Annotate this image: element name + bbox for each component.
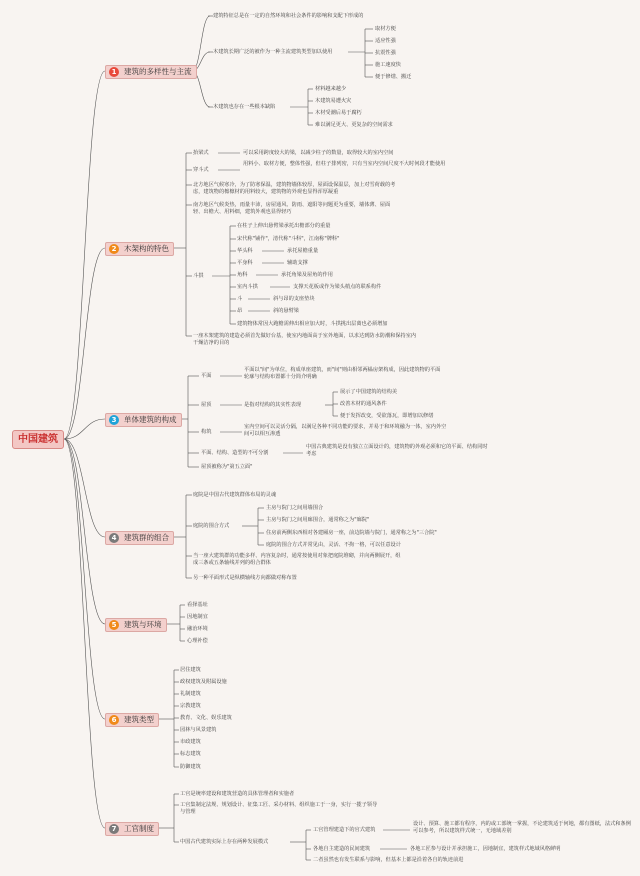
c7-mode-1: 工官管理建造下的官式建筑 bbox=[313, 827, 376, 833]
c7-mode-2-note: 各地工匠参与设计并承担施工，因地制宜，建筑样式地域风格鲜明 bbox=[410, 846, 561, 852]
c7-mode-1-note: 设计、预算、施工都有程序，内的或工部统一掌握，不论建筑适于何地，都有图纸，法式和条例可以参考，所以建筑样式统一，无地域差别 bbox=[413, 821, 631, 834]
c2-dougong-item: 在柱子上伸出悬臂梁承托出檐部分的重量 bbox=[237, 223, 331, 229]
c2-liang-label: 抬梁式 bbox=[193, 150, 209, 156]
c5-item: 融治环境 bbox=[187, 626, 208, 632]
c3-taiji-text: 屋顶被称为"第五立面" bbox=[201, 464, 253, 470]
c4-combo-item: 庭院的围合方式并常见由，灵活、不拘一格，可以任意设计 bbox=[266, 542, 401, 548]
c3-struct-label: 构筑 bbox=[201, 429, 212, 435]
c2-dougong-note: 支撑天花板或作为梁头梢点的联系构件 bbox=[293, 284, 382, 290]
c5-item: 心理补偿 bbox=[187, 638, 208, 644]
c5-item: 因地制宜 bbox=[187, 614, 208, 620]
c1-c-item: 材料越来越少 bbox=[315, 86, 347, 92]
category-number-badge: 5 bbox=[109, 620, 119, 630]
c1-text-c: 木建筑也存在一些根本缺陷 bbox=[213, 104, 276, 110]
c2-dougong-note: 承托屋檐重量 bbox=[287, 248, 319, 254]
c2-dougong-item: 平身科 bbox=[237, 260, 253, 266]
c2-dougong-note: 斜与昂的支座垫块 bbox=[273, 296, 315, 302]
category-7 bbox=[105, 822, 159, 836]
c7-mode-2: 各地自主建造的民间建筑 bbox=[313, 846, 371, 852]
c1-c-item: 难以满足更大、更复杂的空间需求 bbox=[315, 122, 393, 128]
c6-item: 宗教建筑 bbox=[180, 703, 201, 709]
c5-item: 看择基址 bbox=[187, 602, 208, 608]
c2-dougong-note: 承托角梁及屋角的作用 bbox=[281, 272, 333, 278]
c3-plane-text: 中国古典建筑是没有独立立面设计的，建筑物的外观必须和它的平面、结构同时考虑 bbox=[306, 444, 488, 457]
c3-plan-text: 平面以"间"为单位，构成单座建筑，而"间"则由相邻两榀房架构成，因此建筑物的平面轮廓与结构布置都十分简介明确 bbox=[244, 367, 441, 380]
c2-chuan-label: 穿斗式 bbox=[193, 167, 209, 173]
c4-text-b: 当一座大建筑群的功能多样、内容复杂时，通常按使用对象把庭院堆砌，并向两侧展开，组成三条或五条轴线并列的组合群体 bbox=[193, 553, 401, 566]
category-label: 建筑与环境 bbox=[124, 620, 162, 629]
c2-dougong-item: 宋代称"铺作"，清代称"斗科"，江南称"牌科" bbox=[237, 236, 340, 242]
c6-item: 防御建筑 bbox=[180, 764, 201, 770]
c2-dougong-item: 建筑物体常因大跑檐需伸出相应加大时，斗拱挑出层离也必须增加 bbox=[237, 321, 388, 327]
category-label: 工官制度 bbox=[124, 824, 154, 833]
c7-text-b: 工官集制定法规、规划设计、征集工匠、采办材料、组织施工于一身，实行一揽子领导与管理 bbox=[180, 802, 378, 815]
c7-text-a: 工官是统率建设和建筑营造的具体管理者和实施者 bbox=[180, 791, 295, 797]
category-6 bbox=[105, 713, 159, 727]
root-topic: 中国建筑 bbox=[12, 430, 64, 449]
c4-text-a: 庭院是中国古代建筑群体布局的灵魂 bbox=[193, 492, 277, 498]
category-2 bbox=[105, 242, 174, 256]
c1-b-item: 适应性强 bbox=[375, 38, 396, 44]
c6-item: 标志建筑 bbox=[180, 751, 201, 757]
c3-struct-text: 室内空间可以灵活分隔，以满足各种不同功能的要求，并易于和环境融为一体，室内外空间可以相互渗透 bbox=[244, 424, 447, 437]
c1-b-item: 便于修缮、搬迁 bbox=[375, 74, 412, 80]
c1-c-item: 木建筑易遭火灾 bbox=[315, 98, 352, 104]
c2-north-text: 北方地区气候寒冷，为了防寒保温，建筑物墙体较厚，屋面设保温层，加上对雪荷载的考虑，建筑物的檩檩材的用料较大，建筑物的外观也显得浑厚凝重 bbox=[193, 182, 396, 195]
c6-item: 礼制建筑 bbox=[180, 691, 201, 697]
connector bbox=[64, 248, 105, 439]
c1-b-item: 施工速度快 bbox=[375, 62, 401, 68]
category-label: 建筑的多样性与主流 bbox=[124, 67, 192, 76]
c3-roof-label: 屋顶 bbox=[201, 402, 212, 408]
category-label: 建筑群的组合 bbox=[124, 533, 169, 542]
c1-c-item: 木材受潮后易于腐朽 bbox=[315, 110, 362, 116]
c6-item: 居住建筑 bbox=[180, 667, 201, 673]
c2-dougong-label: 斗拱 bbox=[193, 273, 204, 279]
c2-dougong-note: 辅助支撑 bbox=[287, 260, 308, 266]
c1-b-item: 取材方便 bbox=[375, 26, 396, 32]
c2-last-text: 一座木架建筑的建造必须首先做好台基，使室内地面高于室外地面，以求达到防水防潮和保持室内干燥洁净的目的 bbox=[193, 333, 417, 346]
category-number-badge: 7 bbox=[109, 824, 119, 834]
c4-combo-label: 庭院的围合方式 bbox=[193, 523, 230, 529]
category-number-badge: 4 bbox=[109, 533, 119, 543]
connector bbox=[64, 439, 105, 828]
c2-dougong-item: 室内斗拱 bbox=[237, 284, 258, 290]
c2-dougong-item: 斗 bbox=[237, 296, 243, 302]
c7-text-c: 中国古代建筑实际上存在两种发展模式 bbox=[180, 839, 269, 845]
category-3 bbox=[105, 413, 182, 427]
category-number-badge: 6 bbox=[109, 715, 119, 725]
c4-combo-item: 住房前两侧东西相对各建厢房一座，前边院墙与院门，通常称之为"三合院" bbox=[266, 530, 437, 536]
c1-text-b: 木建筑长期广泛的被作为一种主流建筑类型加以使用 bbox=[213, 49, 333, 55]
category-number-badge: 2 bbox=[109, 244, 119, 254]
category-label: 木架构的特色 bbox=[124, 244, 169, 253]
c6-item: 园林与风景建筑 bbox=[180, 727, 217, 733]
category-label: 建筑类型 bbox=[124, 715, 154, 724]
c6-item: 政权建筑及附属设施 bbox=[180, 679, 227, 685]
category-4 bbox=[105, 531, 174, 545]
c4-combo-item: 主房与院门之间用墙围合 bbox=[266, 505, 324, 511]
category-label: 单体建筑的构成 bbox=[124, 415, 177, 424]
category-1 bbox=[105, 65, 197, 79]
c6-item: 教育、文化、娱乐建筑 bbox=[180, 715, 232, 721]
c2-chuan-text: 用料小、取材方便，整体性强，但柱子排列密，只有当室内空间尺度不大时何段才能使用 bbox=[243, 161, 446, 167]
category-number-badge: 1 bbox=[109, 67, 119, 77]
c7-mode-3: 二者虽然也有发生联系与影响，但基本上都是沿着各自的轨迹前进 bbox=[313, 857, 464, 863]
connector bbox=[64, 439, 105, 624]
c2-liang-text: 可以采用跨度较大的梁，以减少柱子的数量，取得较大的室内空间 bbox=[243, 150, 394, 156]
c3-roof-item: 便于发挥改变，受欲落瓦，即增加以修缮 bbox=[340, 413, 434, 419]
c3-roof-item: 改善木材的通风条件 bbox=[340, 401, 387, 407]
c2-dougong-item: 昂 bbox=[237, 308, 243, 314]
c1-text-a: 建筑特征总是在一定的自然环境和社会条件的影响和支配下形成的 bbox=[213, 13, 364, 19]
c3-plane-label: 平面、结构、造型的不可分割 bbox=[201, 450, 269, 456]
c4-text-c: 另一种平面形式是纵横轴线方向都做对称布置 bbox=[193, 575, 297, 581]
category-number-badge: 3 bbox=[109, 415, 119, 425]
c3-plan-label: 平面 bbox=[201, 373, 212, 379]
category-5 bbox=[105, 618, 167, 632]
connector bbox=[192, 16, 210, 71]
c4-combo-item: 主房与院门之间用廊围合，通常称之为"廊院" bbox=[266, 517, 370, 523]
c2-south-text: 南方地区气候炎热，雨量丰沛，房屋通风、防雨、遮阳等问题更为重要，墙体薄、屋面轻、出檐大、用料细，建筑外观也显得轻巧 bbox=[193, 202, 391, 215]
c6-item: 市政建筑 bbox=[180, 739, 201, 745]
c3-roof-item: 展示了中国建筑的结构美 bbox=[340, 389, 398, 395]
c2-dougong-item: 华头科 bbox=[237, 248, 253, 254]
c2-dougong-note: 斜的悬臂梁 bbox=[273, 308, 299, 314]
connector bbox=[64, 419, 105, 439]
c2-dougong-item: 角科 bbox=[237, 272, 248, 278]
c3-roof-text: 是指对结构的其实性表现 bbox=[244, 402, 302, 408]
c1-b-item: 抗震性强 bbox=[375, 50, 396, 56]
connector bbox=[64, 439, 105, 719]
